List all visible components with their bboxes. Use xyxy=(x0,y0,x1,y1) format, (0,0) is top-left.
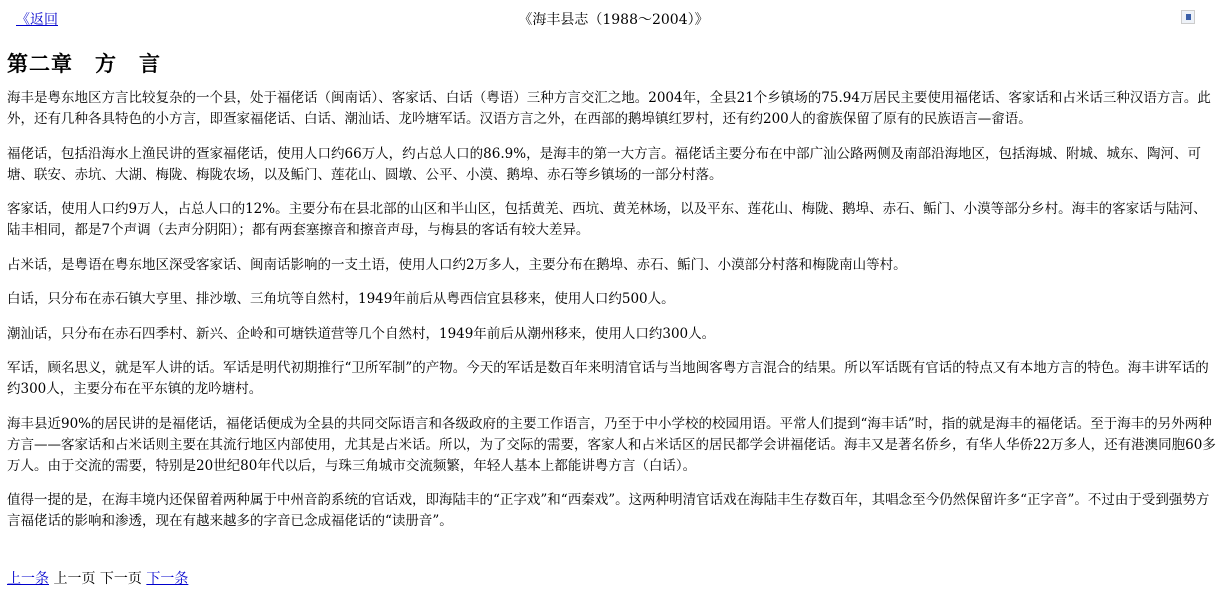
image-icon[interactable] xyxy=(1181,10,1195,24)
paragraph: 军话，顾名思义，就是军人讲的话。军话是明代初期推行“卫所军制”的产物。今天的军话是数百年来明清官话与当地闽客粤方言混合的结果。所以军话既有官话的特点又有本地方言的特色。海丰讲军话的约300人，主要分布在平东镇的龙吟塘村。 xyxy=(7,360,1209,397)
next-item-link[interactable]: 下一条 xyxy=(146,571,189,587)
book-title: 《海丰县志（1988～2004）》 xyxy=(518,12,709,28)
paragraph: 潮汕话，只分布在赤石四季村、新兴、企岭和可塘铁道营等几个自然村，1949年前后从潮州移来，使用人口约300人。 xyxy=(7,325,716,342)
paragraph: 占米话，是粤语在粤东地区深受客家话、闽南话影响的一支土语，使用人口约2万多人，主要分布在鹅埠、赤石、鲘门、小漠部分村落和梅陇南山等村。 xyxy=(7,256,907,273)
article-body xyxy=(7,88,1220,532)
prev-item-link[interactable]: 上一条 xyxy=(7,571,49,587)
pager xyxy=(7,568,188,588)
chapter-title: 第二章 方 言 xyxy=(7,52,161,76)
paragraph: 客家话，使用人口约9万人，占总人口的12%。主要分布在县北部的山区和半山区，包括黄羌、西坑、黄羌林场，以及平东、莲花山、梅陇、鹅埠、赤石、鲘门、小漠等部分乡村。海丰的客家话与陆河、陆丰相同，都是7个声调（去声分阴阳）；都有两套塞擦音和擦音声母，与梅县的客话有较大差异。 xyxy=(7,201,1207,238)
paragraph: 白话，只分布在赤石镇大亨里、排沙墩、三角坑等自然村，1949年前后从粤西信宜县移来，使用人口约500人。 xyxy=(7,291,675,307)
next-page-label: 下一页 xyxy=(99,571,142,587)
paragraph: 福佬话，包括沿海水上渔民讲的疍家福佬话，使用人口约66万人，约占总人口的86.9%，是海丰的第一大方言。福佬话主要分布在中部广汕公路两侧及南部沿海地区，包括海城、附城、城东、陶河、可塘、联安、赤坑、大湖、梅陇、梅陇农场，以及鲘门、莲花山、圆墩、公平、小漠、鹅埠、赤石等乡镇场的一部分村落。 xyxy=(7,145,1202,183)
paragraph: 海丰县近90%的居民讲的是福佬话，福佬话便成为全县的共同交际语言和各级政府的主要工作语言，乃至于中小学校的校园用语。平常人们提到“海丰话”时，指的就是海丰的福佬话。至于海丰的另外两种方言——客家话和占米话则主要在其流行地区内部使用，尤其是占米话。所以，为了交际的需要，客家人和占米话区的居民都学会讲福佬话。海丰又是著名侨乡，有华人华侨22万多人，还有港澳同胞60多万人。由于交流的需要，特别是20世纪80年代以后，与珠三角城市交流频繁，年轻人基本上都能讲粤方言（白话）。 xyxy=(7,415,1216,474)
prev-page-label: 上一页 xyxy=(53,571,96,587)
back-link[interactable]: 《返回 xyxy=(16,12,58,28)
top-bar xyxy=(0,0,1227,34)
paragraph: 海丰是粤东地区方言比较复杂的一个县，处于福佬话（闽南话）、客家话、白话（粤语）三种方言交汇之地。2004年，全县21个乡镇场的75.94万居民主要使用福佬话、客家话和占米话三种汉语方言。此外，还有几种各具特色的小方言，即疍家福佬话、白话、潮汕话、龙吟塘军话。汉语方言之外，在西部的鹅埠镇红罗村，还有约200人的畲族保留了原有的民族语言—畲语。 xyxy=(7,90,1211,127)
paragraph: 值得一提的是，在海丰境内还保留着两种属于中州音韵系统的官话戏，即海陆丰的“正字戏”和“西秦戏”。这两种明清官话戏在海陆丰生存数百年，其唱念至今仍然保留许多“正字音”。不过由于受到强势方言福佬话的影响和渗透，现在有越来越多的字音已念成福佬话的“读册音”。 xyxy=(7,492,1210,529)
